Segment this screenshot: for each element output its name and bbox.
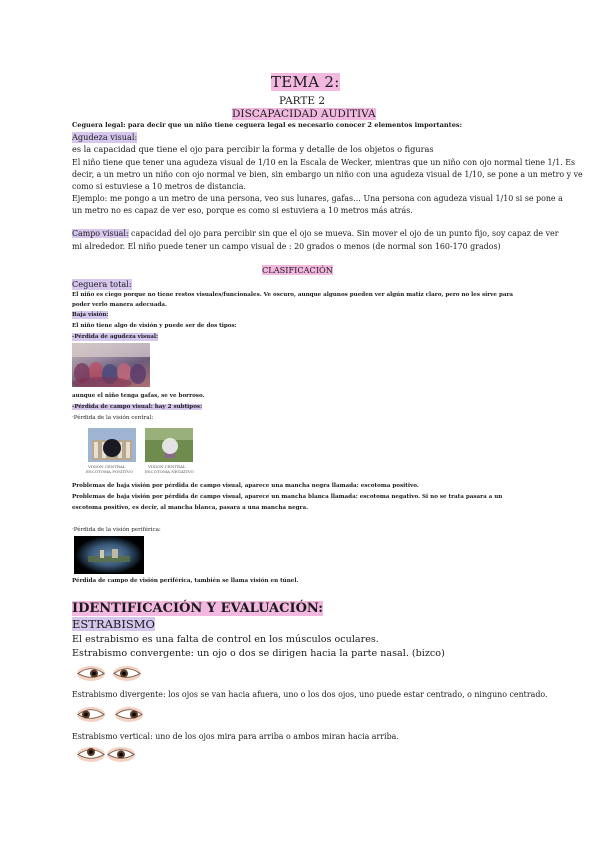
image-label-3: VISION CENTRAL	[148, 464, 186, 469]
example-paragraph-1: Ejemplo: me pongo a un metro de una persona, veo sus lunares, gafas… Una persona con agudeza visual 1/10 si se pone a	[72, 194, 563, 203]
acuity-definition: es la capacidad que tiene el ojo para percibir la forma y detalle de los objetos o figuras	[72, 144, 434, 154]
acuity-label: Agudeza visual:	[72, 132, 138, 142]
negative-scotoma-illustration	[145, 428, 193, 462]
crowd-illustration	[72, 343, 150, 387]
acuity-paragraph-3: como si estuviese a 10 metros de distancia.	[72, 182, 246, 191]
image-label-4: ESCOTOMA NEGATIVO	[145, 469, 194, 474]
glasses-caption: aunque el niño tenga gafas, se ve borroso.	[72, 393, 205, 399]
total-blindness-label: Ceguera total:	[72, 279, 132, 289]
acuity-paragraph-2: decir, a un metro un niño con ojo normal ve bien, sin embargo un niño con una agudeza visual de 1/10, se pone a un metro y ve	[72, 170, 583, 179]
page-title: TEMA 2:	[271, 73, 340, 91]
tunnel-vision-image	[74, 536, 144, 574]
central-loss-label: ·Pérdida de la visión central:	[72, 415, 154, 421]
field-paragraph-2: mi alrededor. El niño puede tener un campo visual de : 20 grados o menos (de normal son 160-170 grados)	[72, 242, 501, 251]
page-part: PARTE 2	[279, 95, 326, 107]
image-label-2: ESCOTOMA POSITIVO	[86, 469, 133, 474]
classification-heading: CLASIFICACIÓN	[262, 265, 333, 275]
negative-scotoma-image	[145, 428, 193, 462]
low-vision-label: Baja visión:	[72, 312, 109, 318]
negative-scotoma-text-1: Problemas de baja visión por pérdida de campo visual, aparece un mancha blanca llamada: escotoma negativo. Si no se trata pasara a un	[72, 494, 503, 500]
convergent-strabismus: Estrabismo convergente: un ojo o dos se dirigen hacia la parte nasal. (bizco)	[72, 648, 445, 659]
peripheral-loss-label: ·Pérdida de la visión periférica:	[72, 527, 161, 533]
field-text: capacidad del ojo para percibir sin que el ojo se mueva. Sin mover el ojo de un punto fijo, soy capaz de ver	[128, 229, 559, 238]
acuity-loss-label: -Pérdida de agudeza visual:	[72, 334, 159, 340]
positive-scotoma-image	[88, 428, 136, 462]
total-blindness-line-2: poder verlo manera adecuada.	[72, 302, 167, 308]
positive-scotoma-text: Problemas de baja visión por pérdida de campo visual, aparece una mancha negra llamada: escotoma positivo.	[72, 483, 419, 489]
eye-icon	[114, 706, 144, 723]
eye-icon	[76, 706, 106, 723]
eye-icon	[76, 665, 106, 682]
strabismus-definition: El estrabismo es una falta de control en los músculos oculares.	[72, 634, 379, 645]
field-label: Campo visual:	[72, 229, 129, 238]
vertical-strabismus: Estrabismo vertical: uno de los ojos mira para arriba o ambos miran hacia arriba.	[72, 732, 399, 741]
strabismus-heading: ESTRABISMO	[72, 617, 155, 631]
field-paragraph-1	[72, 228, 558, 239]
eye-icon	[76, 746, 106, 763]
positive-scotoma-illustration	[88, 428, 136, 462]
negative-scotoma-text-2: escotoma positivo, es decir, al mancha blanca, pasara a una mancha negra.	[72, 505, 309, 511]
eye-icon	[106, 746, 136, 763]
example-paragraph-2: un metro no es capaz de ver eso, porque es como si estuviera a 10 metros más atrás.	[72, 206, 413, 215]
low-vision-desc: El niño tiene algo de visión y puede ser de dos tipos:	[72, 323, 237, 329]
field-loss-label	[72, 403, 202, 411]
eye-icon	[112, 665, 142, 682]
field-loss-text: -Pérdida de campo visual: hay 2 subtipos:	[72, 404, 203, 410]
evaluation-heading: IDENTIFICACIÓN Y EVALUACIÓN:	[72, 601, 324, 616]
tunnel-vision-text: Pérdida de campo de visión periférica, también se llama visión en túnel.	[72, 578, 299, 584]
tunnel-vision-illustration	[74, 536, 144, 574]
divergent-strabismus: Estrabismo divergente: los ojos se van hacia afuera, uno o los dos ojos, uno puede estar centrado, o ninguno centrado.	[72, 690, 548, 699]
blurred-crowd-image	[72, 343, 150, 387]
image-label-1: VISION CENTRAL	[88, 464, 126, 469]
total-blindness-line-1: El niño es ciego porque no tiene restos visuales/funcionales. Ve oscuro, aunque algunos pueden ver algún matiz claro, pero no les sirve para	[72, 292, 514, 298]
legal-blindness-line: Ceguera legal: para decir que un niño tiene ceguera legal es necesario conocer 2 elementos importantes:	[72, 121, 463, 129]
acuity-paragraph-1: El niño tiene que tener una agudeza visual de 1/10 en la Escala de Wecker, mientras que un niño con ojo normal tiene 1/1. Es	[72, 158, 576, 167]
page-subject: DISCAPACIDAD AUDITIVA	[232, 108, 376, 120]
